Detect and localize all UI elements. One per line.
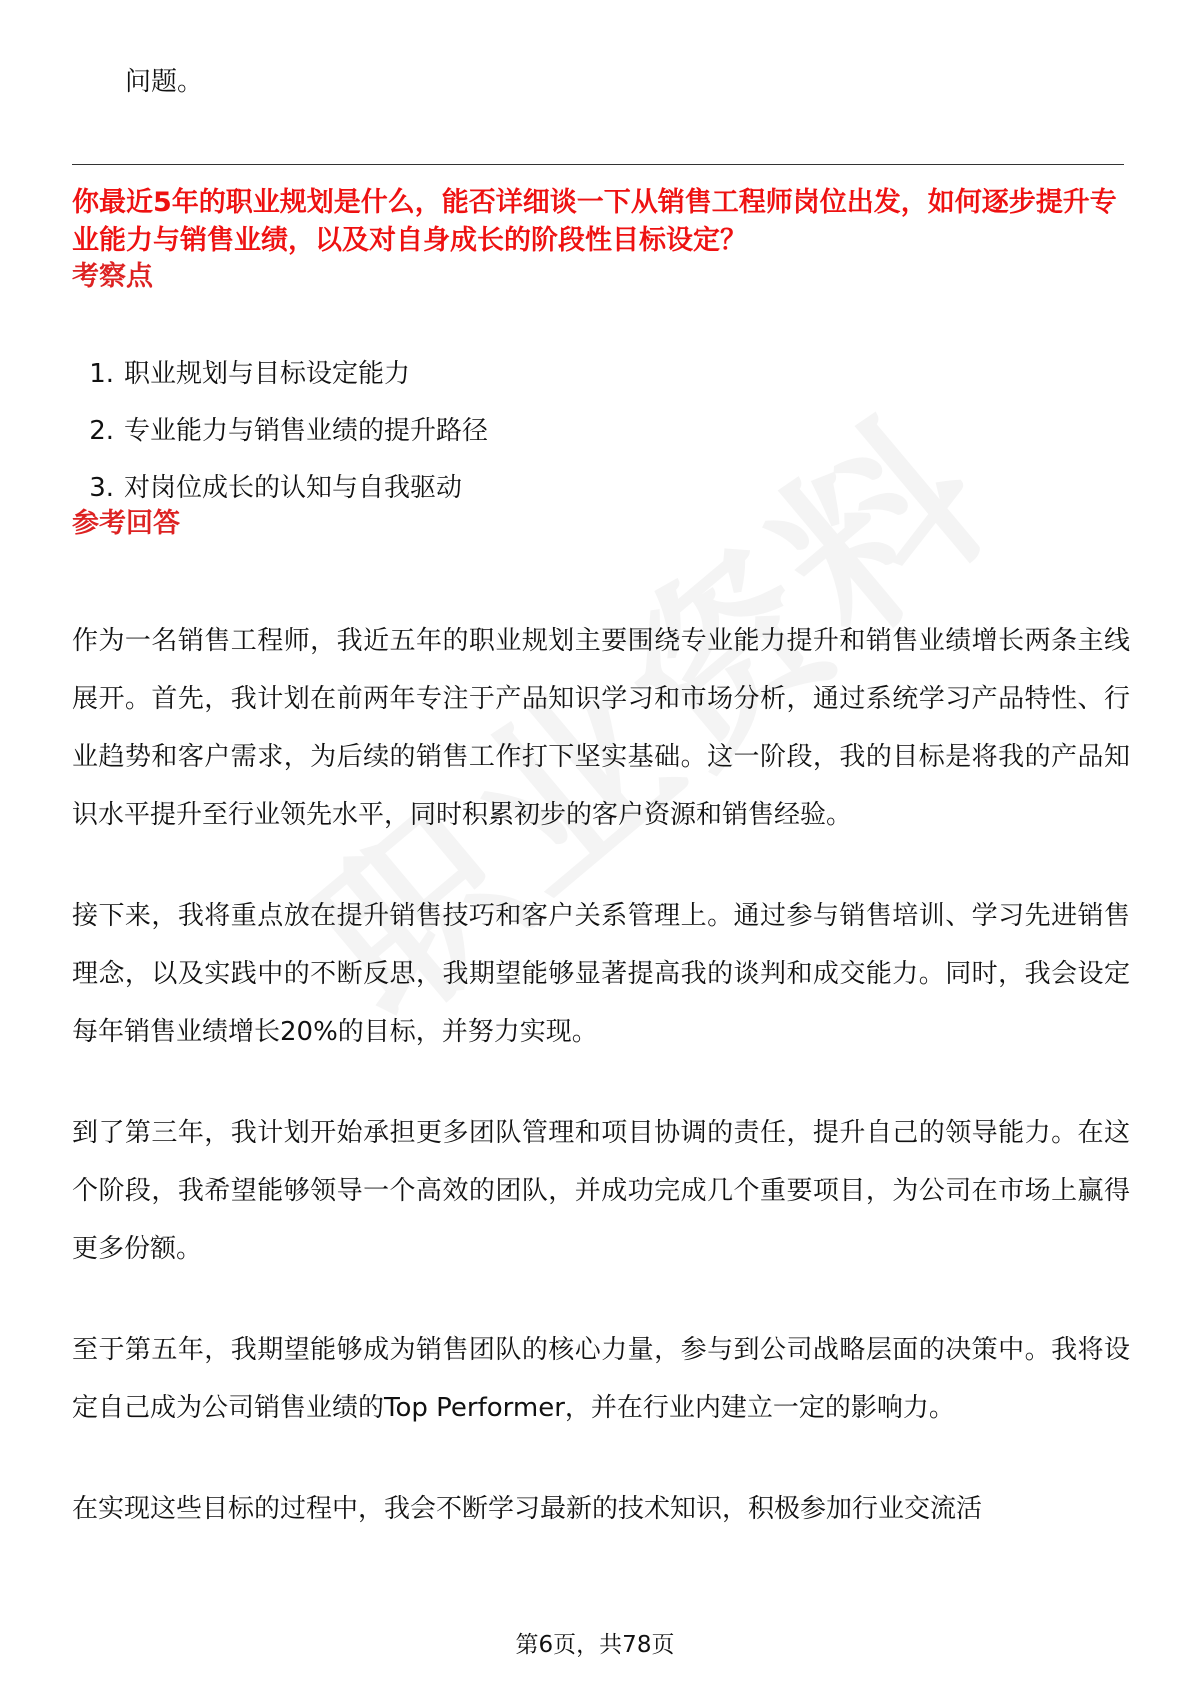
answer-paragraph: 作为一名销售工程师，我近五年的职业规划主要围绕专业能力提升和销售业绩增长两条主线展开。首先，我计划在前两年专注于产品知识学习和市场分析，通过系统学习产品特性、行业趋势和客户需求，为后续的销售工作打下坚实基础。这一阶段，我的目标是将我的产品知识水平提升至行业领先水平，同时积累初步的客户资源和销售经验。: [72, 626, 1130, 830]
list-item: [72, 411, 488, 468]
points-list: [72, 354, 488, 525]
list-item-text: 对岗位成长的认知与自我驱动: [124, 473, 463, 503]
answer-section-title: 参考回答: [72, 508, 180, 539]
list-item-number: 1.: [89, 359, 114, 389]
list-item-number: 2.: [89, 416, 114, 446]
answer-paragraph: 在实现这些目标的过程中，我会不断学习最新的技术知识，积极参加行业交流活: [72, 1494, 983, 1524]
list-item-text: 职业规划与目标设定能力: [124, 359, 411, 389]
section-divider: [72, 164, 1124, 165]
answer-paragraph: 到了第三年，我计划开始承担更多团队管理和项目协调的责任，提升自己的领导能力。在这个阶段，我希望能够领导一个高效的团队，并成功完成几个重要项目，为公司在市场上赢得更多份额。: [72, 1118, 1130, 1264]
question-heading: 你最近5年的职业规划是什么，能否详细谈一下从销售工程师岗位出发，如何逐步提升专业能力与销售业绩，以及对自身成长的阶段性目标设定？: [72, 187, 1117, 256]
list-item-text: 专业能力与销售业绩的提升路径: [124, 416, 489, 446]
page-footer: 第6页，共78页: [515, 1632, 675, 1658]
list-item-number: 3.: [89, 473, 114, 503]
answer-paragraph: 接下来，我将重点放在提升销售技巧和客户关系管理上。通过参与销售培训、学习先进销售理念，以及实践中的不断反思，我期望能够显著提高我的谈判和成交能力。同时，我会设定每年销售业绩增长20%的目标，并努力实现。: [72, 901, 1130, 1047]
answer-body: [72, 612, 1130, 1581]
list-item: [72, 354, 488, 411]
points-section-title: 考察点: [72, 261, 153, 292]
carry-over-text: 问题。: [125, 67, 204, 97]
answer-paragraph: 至于第五年，我期望能够成为销售团队的核心力量，参与到公司战略层面的决策中。我将设定自己成为公司销售业绩的Top Performer，并在行业内建立一定的影响力。: [72, 1335, 1130, 1423]
